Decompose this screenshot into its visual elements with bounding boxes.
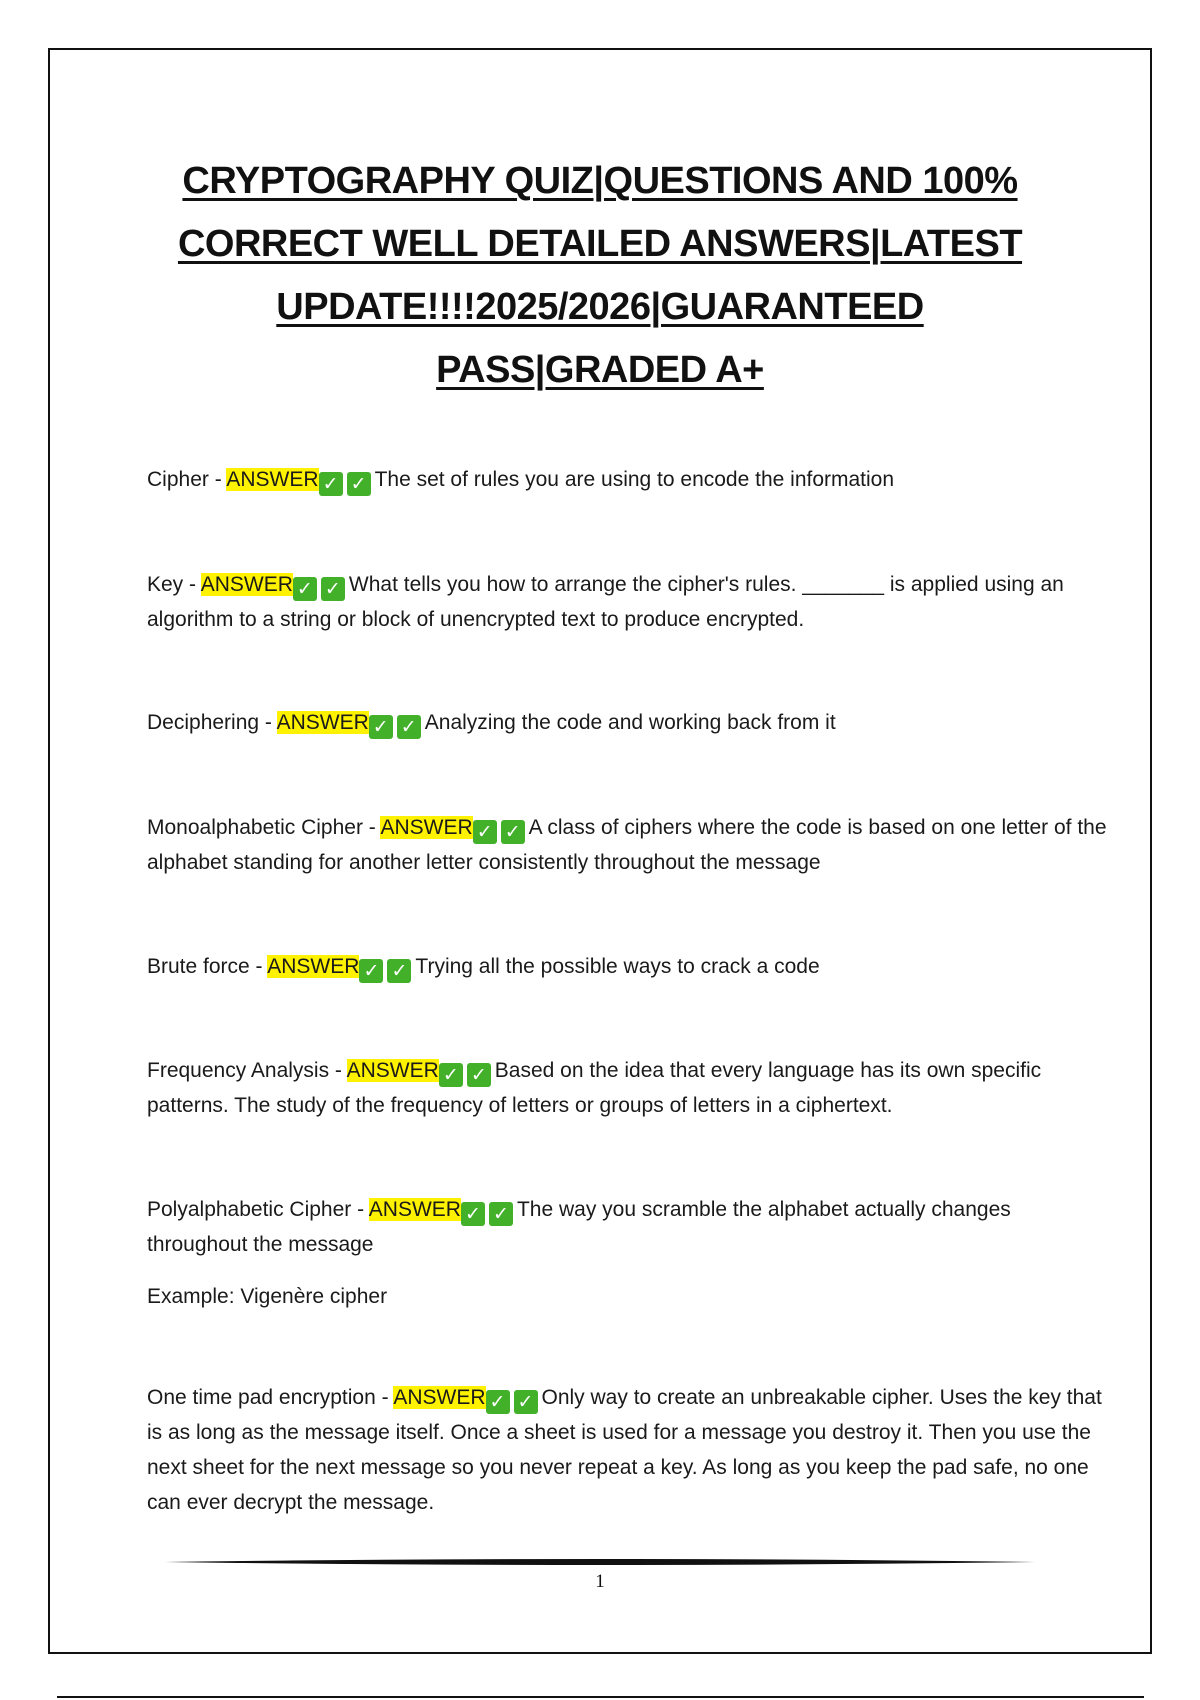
- answer-label: ANSWER: [368, 1198, 461, 1221]
- answer-label: ANSWER: [267, 955, 360, 978]
- check-icon: ✓: [461, 1202, 485, 1226]
- term: Polyalphabetic Cipher -: [147, 1198, 369, 1221]
- term: Deciphering -: [147, 711, 277, 734]
- qa-item-monoalphabetic: [147, 810, 1107, 880]
- answer-text: The set of rules you are using to encode the information: [374, 468, 895, 491]
- document-title: [50, 150, 1150, 402]
- answer-text: A class of ciphers where the code is based on one letter of the alphabet standing for another letter consistently throughout the message: [147, 816, 1107, 874]
- check-icon: ✓: [387, 959, 411, 983]
- title-line-3: UPDATE!!!!2025/2026|GUARANTEED: [276, 286, 924, 328]
- check-icon: ✓: [501, 820, 525, 844]
- footer-divider: [165, 1559, 1035, 1565]
- title-line-2: CORRECT WELL DETAILED ANSWERS|LATEST: [177, 223, 1023, 265]
- term: Brute force -: [147, 955, 268, 978]
- qa-item-frequency-analysis: [147, 1053, 1107, 1123]
- term: Cipher -: [147, 468, 227, 491]
- answer-label: ANSWER: [200, 573, 293, 596]
- qa-item-brute-force: [147, 949, 1107, 984]
- answer-text: The way you scramble the alphabet actually changes throughout the message: [147, 1198, 1011, 1256]
- answer-label: ANSWER: [276, 711, 369, 734]
- qa-item-cipher: [147, 462, 1107, 497]
- check-icon: ✓: [369, 715, 393, 739]
- qa-item-one-time-pad: [147, 1380, 1107, 1520]
- answer-label: ANSWER: [380, 816, 473, 839]
- term: Key -: [147, 573, 201, 596]
- check-icon: ✓: [439, 1063, 463, 1087]
- answer-label: ANSWER: [393, 1386, 486, 1409]
- page-frame: [48, 48, 1152, 1654]
- term: Frequency Analysis -: [147, 1059, 347, 1082]
- answer-label: ANSWER: [346, 1059, 439, 1082]
- qa-item-deciphering: [147, 705, 1107, 740]
- example-line: Example: Vigenère cipher: [147, 1285, 388, 1308]
- answer-text: Analyzing the code and working back from it: [424, 711, 836, 734]
- term: One time pad encryption -: [147, 1386, 394, 1409]
- check-icon: ✓: [359, 959, 383, 983]
- answer-text: What tells you how to arrange the cipher's rules. _______ is applied using an algorithm to a string or block of unencrypted text to produce encrypted.: [147, 573, 1064, 631]
- check-icon: ✓: [321, 577, 345, 601]
- check-icon: ✓: [467, 1063, 491, 1087]
- page-number: 1: [595, 1571, 605, 1592]
- answer-text: Based on the idea that every language has its own specific patterns. The study of the frequency of letters or groups of letters in a ciphertext.: [147, 1059, 1042, 1117]
- title-line-1: CRYPTOGRAPHY QUIZ|QUESTIONS AND 100%: [182, 160, 1018, 202]
- answer-text: Only way to create an unbreakable cipher. Uses the key that is as long as the message itself. Once a sheet is used for a message you destroy it. Then you use the next sheet for the next message so you never repeat a key. As long as you keep the pad safe, no one can ever decrypt the message.: [147, 1386, 1102, 1514]
- check-icon: ✓: [489, 1202, 513, 1226]
- answer-label: ANSWER: [226, 468, 319, 491]
- check-icon: ✓: [486, 1390, 510, 1414]
- answer-text: Trying all the possible ways to crack a code: [415, 955, 820, 978]
- check-icon: ✓: [319, 472, 343, 496]
- check-icon: ✓: [514, 1390, 538, 1414]
- check-icon: ✓: [397, 715, 421, 739]
- title-line-4: PASS|GRADED A+: [436, 349, 764, 391]
- bottom-rule: [57, 1696, 1144, 1698]
- check-icon: ✓: [347, 472, 371, 496]
- check-icon: ✓: [473, 820, 497, 844]
- check-icon: ✓: [293, 577, 317, 601]
- term: Monoalphabetic Cipher -: [147, 816, 381, 839]
- qa-item-polyalphabetic: [147, 1192, 1107, 1262]
- qa-item-key: [147, 567, 1107, 637]
